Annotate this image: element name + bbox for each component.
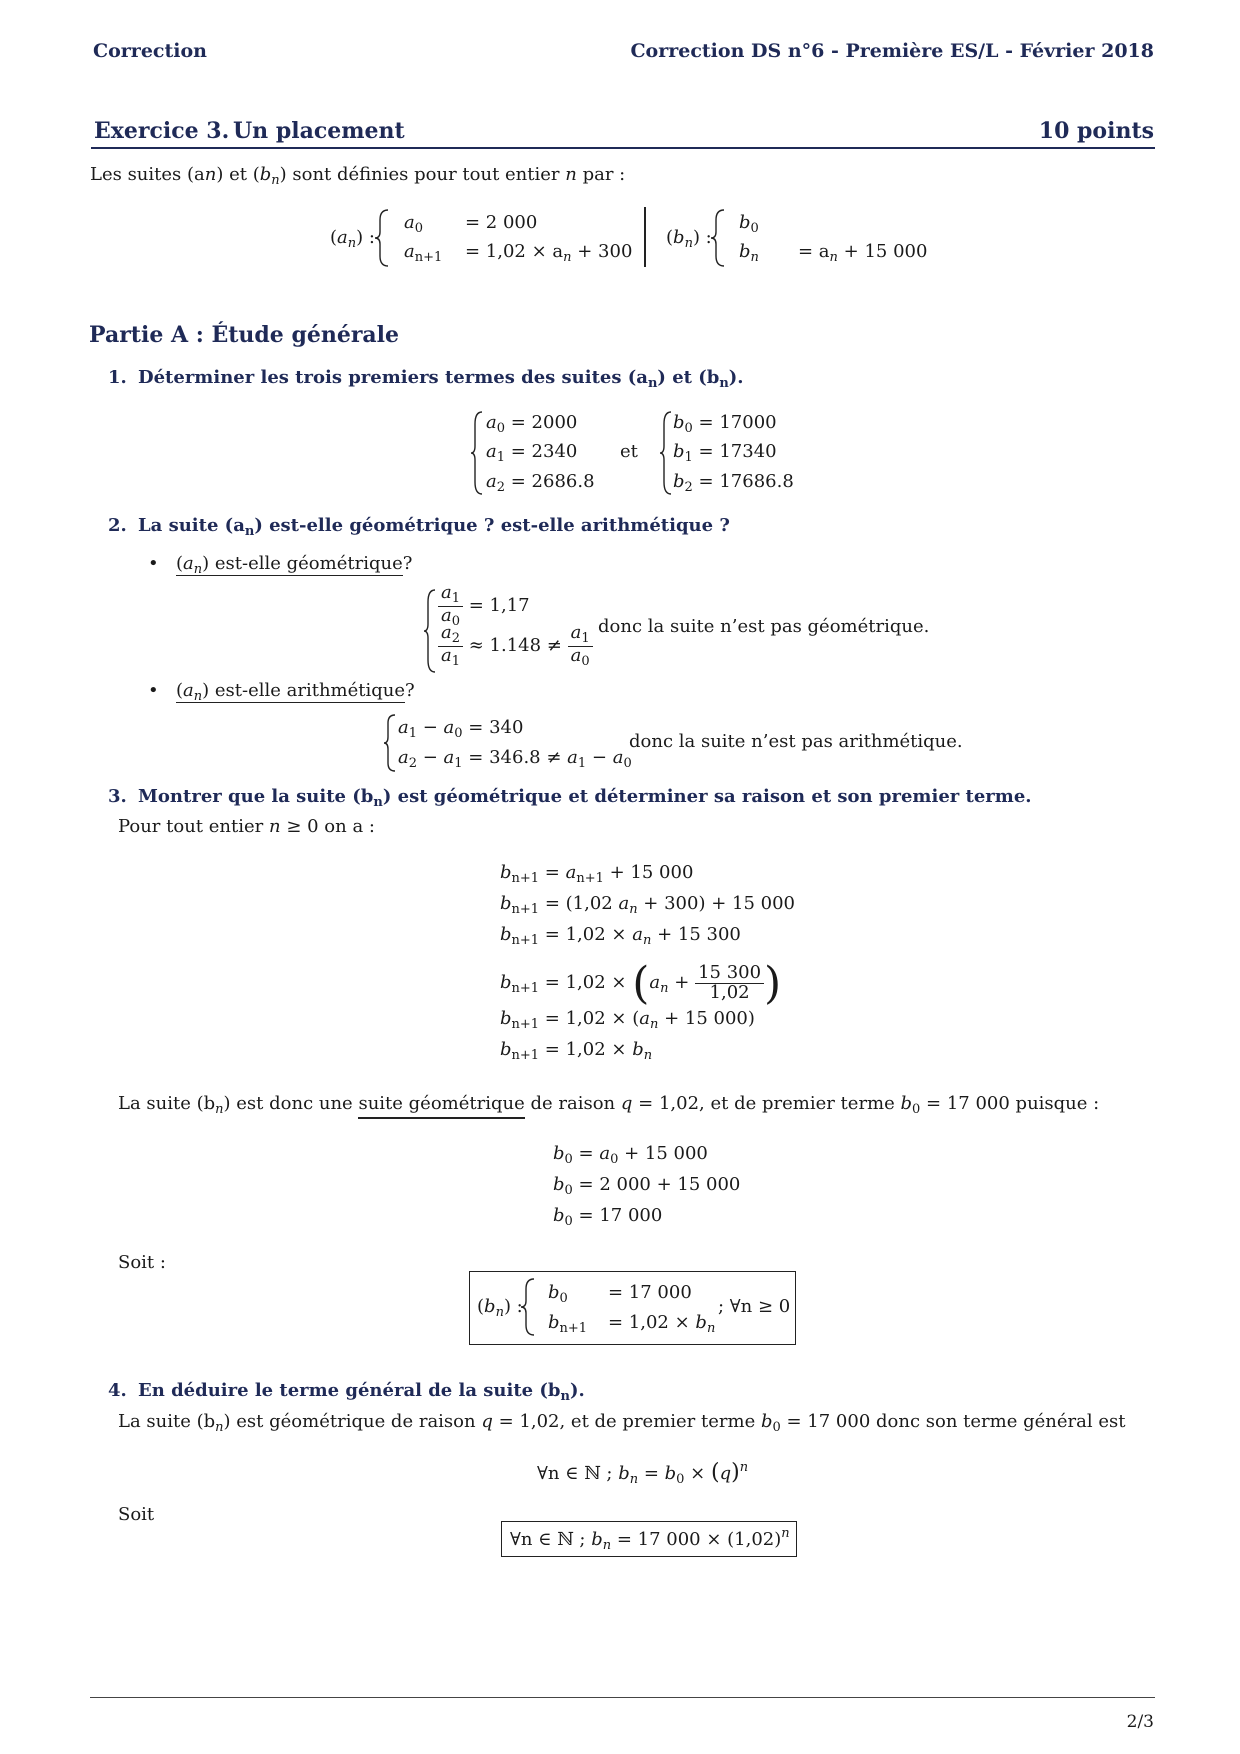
q3-conclusion: La suite $(b_n)$ est donc une suite géométrique de raison q = 1,02, et de premier terme $b_0 = 17$ 000 puisque : bbox=[118, 1093, 1100, 1117]
definition-an-label: $(a_n)$ : bbox=[330, 227, 375, 251]
q2-ratio2: $\frac{a_2}{a_1}$ ≈ 1.148 ≠ $\frac{a_1}{a_0}$ bbox=[438, 624, 593, 668]
q3-b0-line3: $b_0 = 17$ 000 bbox=[553, 1205, 663, 1229]
q2-text: La suite $(a_n)$ est-elle géométrique ? est-elle arithmétique ? bbox=[138, 515, 730, 539]
definition-an1-eq: = $1,02 \times a_n + 300$ bbox=[465, 241, 633, 265]
q3-text: Montrer que la suite $(b_n)$ est géométrique et déterminer sa raison et son premier terme. bbox=[138, 786, 1032, 810]
brace-bn bbox=[710, 208, 726, 268]
q1-a2: $a_2 = 2686.8$ bbox=[486, 471, 595, 495]
footer-rule bbox=[90, 1697, 1155, 1698]
q3-b0-line1: $b_0 = a_0 + 15$ 000 bbox=[553, 1143, 708, 1167]
q3-line1: $b_{n+1} = a_{n+1} + 15$ 000 bbox=[500, 862, 694, 886]
q4-number: 4. bbox=[108, 1380, 127, 1401]
q3-line5: $b_{n+1} = 1,02 \times (a_n + 15$ 000) bbox=[500, 1008, 755, 1032]
q2-bullet2: • bbox=[148, 680, 159, 701]
exercise-number: Exercice 3. bbox=[94, 118, 230, 144]
brace-q1-b bbox=[659, 410, 673, 496]
q3-b0-line2: $b_0 = 2$ 000 + 15 000 bbox=[553, 1174, 741, 1198]
q2-geo-conclusion: donc la suite n’est pas géométrique. bbox=[598, 616, 930, 637]
definition-separator bbox=[644, 207, 646, 267]
q3-box-tail: ; ∀n ≥ 0 bbox=[718, 1296, 791, 1317]
q2-bullet1-text: $(a_n)$ est-elle géométrique? bbox=[176, 553, 413, 577]
brace-q1-a bbox=[470, 410, 484, 496]
q2-diff1: $a_1 - a_0 = 340$ bbox=[398, 717, 524, 741]
q1-b0: $b_0 = 17000$ bbox=[673, 412, 777, 436]
q3-number: 3. bbox=[108, 786, 127, 807]
q3-line3: $b_{n+1} = 1,02 \times a_n + 15$ 300 bbox=[500, 924, 741, 948]
brace-q2-geo bbox=[423, 588, 437, 674]
q3-line6: $b_{n+1} = 1,02 \times b_n$ bbox=[500, 1039, 653, 1063]
q3-soit: Soit : bbox=[118, 1252, 166, 1273]
q1-et: et bbox=[620, 441, 638, 462]
intro-sentence: Les suites (an) et $(b_n)$ sont définies pour tout entier n par : bbox=[90, 164, 626, 188]
q2-bullet1: • bbox=[148, 553, 159, 574]
q2-diff2: $a_2 - a_1 = 346.8 \ne a_1 - a_0$ bbox=[398, 747, 632, 771]
q4-soit: Soit bbox=[118, 1504, 155, 1525]
q3-intro: Pour tout entier n ≥ 0 on a : bbox=[118, 816, 375, 837]
brace-q3-box bbox=[520, 1277, 536, 1337]
footer-page: 2/3 bbox=[1126, 1712, 1154, 1732]
definition-bn-eq: = $a_n + 15$ 000 bbox=[798, 241, 928, 265]
q1-text: Déterminer les trois premiers termes des suites $(a_n)$ et $(b_n)$. bbox=[138, 367, 744, 391]
definition-an1: $a_{n+1}$ bbox=[404, 241, 443, 265]
q4-formula: ∀n ∈ ℕ ; $b_n = b_0 \times (q)^n$ bbox=[537, 1460, 749, 1487]
q1-a1: $a_1 = 2340$ bbox=[486, 441, 578, 465]
q2-arith-conclusion: donc la suite n’est pas arithmétique. bbox=[629, 731, 963, 752]
q1-b2: $b_2 = 17686.8$ bbox=[673, 471, 794, 495]
partA-title: Partie A : Étude générale bbox=[89, 322, 400, 348]
q1-b1: $b_1 = 17340$ bbox=[673, 441, 777, 465]
header-left: Correction bbox=[93, 40, 207, 62]
brace-q2-arith bbox=[383, 713, 397, 773]
q3-box-b0-eq: = 17 000 bbox=[608, 1282, 692, 1303]
q4-sentence: La suite $(b_n)$ est géométrique de raison q = 1,02, et de premier terme $b_0 = 17$ 000 donc son terme général est bbox=[118, 1411, 1126, 1435]
definition-a0-eq: = 2 000 bbox=[465, 212, 538, 233]
q2-number: 2. bbox=[108, 515, 127, 536]
exercise-points: 10 points bbox=[1038, 118, 1154, 144]
q3-box-b0: $b_0$ bbox=[548, 1282, 568, 1306]
q3-box-bn1: $b_{n+1}$ bbox=[548, 1312, 588, 1336]
definition-a0: $a_0$ bbox=[404, 212, 424, 236]
exercise-title: Un placement bbox=[233, 118, 405, 144]
exercise-rule bbox=[91, 147, 1155, 149]
header-right: Correction DS n°6 - Première ES/L - Février 2018 bbox=[630, 40, 1154, 62]
q3-line4: $b_{n+1} = 1,02 \times (a_n$ + $\frac{15 300}{1,02}$ ) bbox=[500, 958, 782, 1009]
definition-bn: $b_n$ bbox=[739, 241, 759, 265]
q2-bullet2-text: $(a_n)$ est-elle arithmétique? bbox=[176, 680, 415, 704]
definition-b0: $b_0$ bbox=[739, 212, 759, 236]
q3-box-bn1-eq: = $1,02 \times b_n$ bbox=[608, 1312, 716, 1336]
q1-number: 1. bbox=[108, 367, 127, 388]
q4-result-box: ∀n ∈ ℕ ; $b_n = 17$ $000 \times (1,02)^n$ bbox=[501, 1521, 797, 1557]
q4-text: En déduire le terme général de la suite $(b_n)$. bbox=[138, 1380, 585, 1404]
q1-a0: $a_0 = 2000$ bbox=[486, 412, 578, 436]
q3-line2: $b_{n+1} = (1,02$ $a_n + 300) + 15$ 000 bbox=[500, 893, 795, 917]
q3-box-label: $(b_n)$ : bbox=[477, 1296, 523, 1320]
brace-an bbox=[374, 208, 390, 268]
definition-bn-label: $(b_n)$ : bbox=[666, 227, 712, 251]
q2-ratio1: $\frac{a_1}{a_0}$ = 1,17 bbox=[438, 584, 530, 628]
